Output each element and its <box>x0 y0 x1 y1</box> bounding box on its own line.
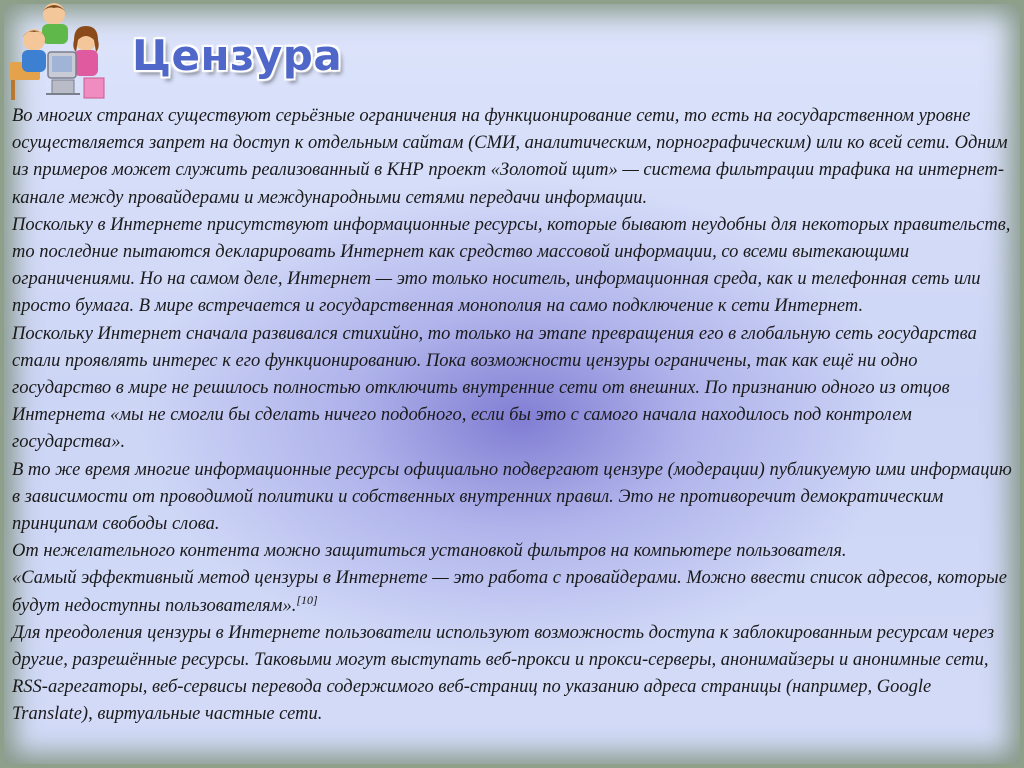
quote-text: «Самый эффективный метод цензуры в Интернете — это работа с провайдерами. Можно ввести список адресов, которые будут недоступны пользователям». <box>12 568 1007 616</box>
slide-body <box>12 103 1014 729</box>
paragraph-circumvention: Для преодоления цензуры в Интернете пользователи используют возможность доступа к заблокированным ресурсам через другие, разрешённые ресурсы. Таковыми могут выступать веб-прокси и прокси-серверы, анонимайзеры и анонимные сети, RSS-агрегаторы, веб-сервисы перевода содержимого веб-страниц по указанию адреса страницы (например, Google Translate), виртуальные частные сети. <box>12 622 995 725</box>
paragraph-state-interest: Поскольку Интернет сначала развивался стихийно, то только на этапе превращения его в глобальную сеть государства стали проявлять интерес к его функционированию. Пока возможности цензуры ограничены, так как ещё ни одно государство в мире не решилось полностью отключить внутренние сети от внешних. По признанию одного из отцов Интернета «мы не смогли бы сделать ничего подобного, если бы это с самого начала находилось под контролем государства». <box>12 323 977 453</box>
children-at-computer-icon <box>8 0 108 102</box>
paragraph-golden-shield: Во многих странах существуют серьёзные ограничения на функционирование сети, то есть на государственном уровне осуществляется запрет на доступ к отдельным сайтам (СМИ, аналитическим, порнографическим) или ко всей сети. Одним из примеров может служить реализованный в КНР проект «Золотой щит» — система фильтрации трафика на интернет-канале между провайдерами и международными сетями передачи информации. <box>12 106 1008 208</box>
paragraph-moderation: В то же время многие информационные ресурсы официально подвергают цензуре (модерации) публикуемую ими информацию в зависимости от проводимой политики и собственных внутренних правил. Это не противоречит демократическим принципам свободы слова. <box>12 459 1012 535</box>
paragraph-internet-as-media: Поскольку в Интернете присутствуют информационные ресурсы, которые бывают неудобны для некоторых правительств, то последние пытаются декларировать Интернет как средство массовой информации, со всеми вытекающими ограничениями. Но на самом деле, Интернет — это только носитель, информационная среда, как и телефонная сеть или просто бумага. В мире встречается и государственная монополия на само подключение к сети Интернет. <box>12 214 1011 317</box>
citation-reference[interactable]: [10] <box>296 592 318 607</box>
paragraph-user-filters: От нежелательного контента можно защититься установкой фильтров на компьютере пользователя. <box>12 541 847 562</box>
slide-title: Цензура <box>132 31 343 80</box>
quote-paragraph <box>12 565 1014 619</box>
